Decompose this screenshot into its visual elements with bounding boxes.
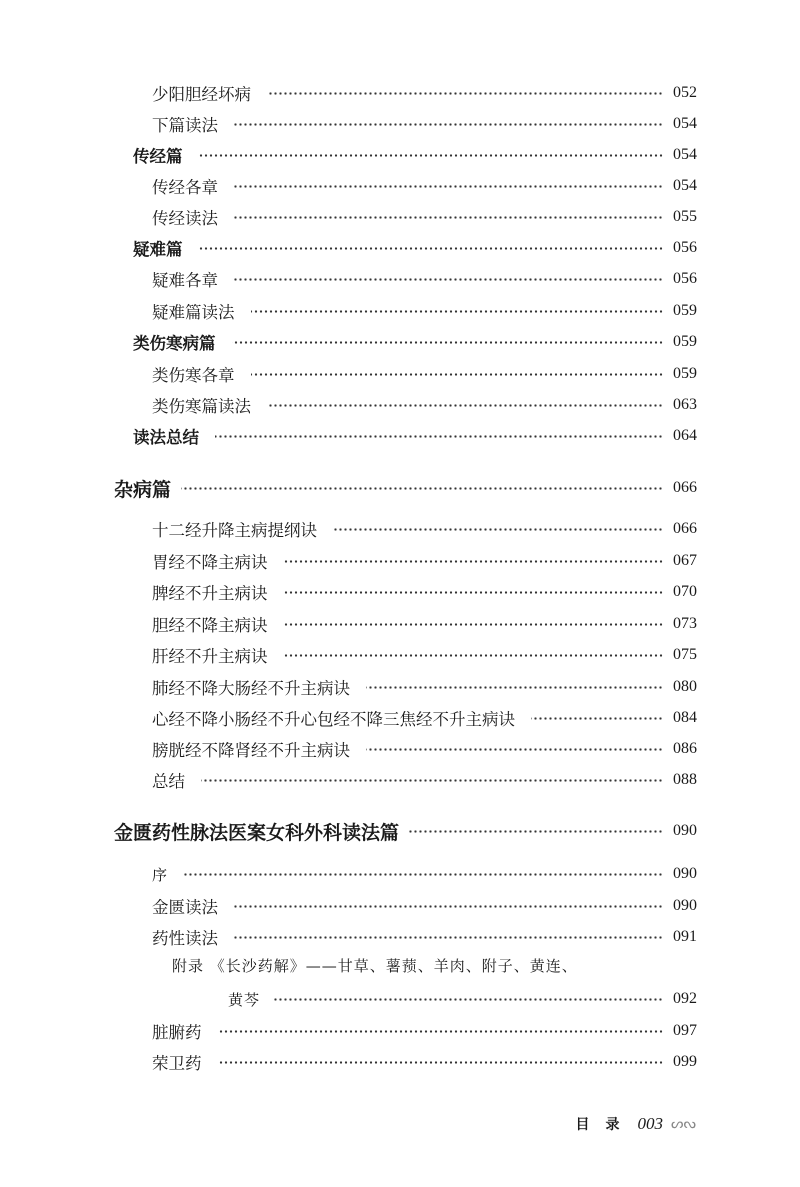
toc-entry[interactable] [152,392,697,418]
dot-leader [251,310,664,313]
toc-entry-title: 膀胱经不降肾经不升主病诀 [152,741,350,760]
toc-entry[interactable] [152,674,697,700]
toc-entry[interactable] [133,142,697,168]
toc-page-number: 063 [673,396,697,413]
toc-page-number: 056 [673,239,697,256]
toc-page-number: 088 [673,771,697,788]
toc-entry[interactable] [133,423,697,449]
toc-entry-title: 胆经不降主病诀 [152,616,268,635]
dot-leader [181,487,663,490]
dot-leader [234,123,663,126]
toc-entry[interactable] [152,611,697,637]
toc-page-number: 059 [673,365,697,382]
dot-leader [199,247,664,250]
dot-leader [284,623,664,626]
toc-entry[interactable] [152,893,697,919]
toc-entry-title: 总结 [152,772,185,791]
toc-page-number: 055 [673,208,697,225]
toc-entry-title: 读法总结 [133,428,199,447]
toc-entry-title: 金匮读法 [152,898,218,917]
dot-leader [201,779,663,782]
toc-page-number: 090 [673,897,697,914]
toc-page-number: 054 [673,115,697,132]
toc-entry[interactable] [114,818,697,844]
toc-entry-title: 类伤寒篇读法 [152,397,251,416]
appendix-line: 附录 《长沙药解》——甘草、薯蓣、羊肉、附子、黄连、 [172,957,578,975]
dot-leader [234,185,663,188]
dot-leader [218,1030,664,1033]
toc-entry[interactable] [152,266,697,292]
toc-entry-title: 肺经不降大肠经不升主病诀 [152,679,350,698]
dot-leader [366,686,663,689]
toc-page-number: 091 [673,928,697,945]
toc-entry[interactable] [152,80,697,106]
toc-page-number: 097 [673,1022,697,1039]
toc-entry[interactable] [152,516,697,542]
toc-page-number: 064 [673,427,697,444]
toc-entry-title: 类伤寒病篇 [133,334,216,353]
toc-entry-title: 类伤寒各章 [152,366,235,385]
toc-page-number: 086 [673,740,697,757]
toc-entry[interactable] [152,924,697,950]
toc-entry-title: 金匮药性脉法医案女科外科读法篇 [114,821,400,844]
toc-entry-title: 传经读法 [152,209,218,228]
dot-leader [234,905,663,908]
toc-entry-title: 疑难篇 [133,240,183,259]
toc-entry-title: 十二经升降主病提纲诀 [152,521,317,540]
dot-leader [199,154,664,157]
toc-page-number: 099 [673,1053,697,1070]
toc-page-number: 054 [673,177,697,194]
toc-entry[interactable] [152,1049,697,1075]
toc-page-number: 059 [673,333,697,350]
dot-leader [284,591,664,594]
toc-entry[interactable] [152,642,697,668]
toc-entry[interactable] [152,705,697,731]
toc-entry-title: 黄芩 [228,990,261,1009]
toc-entry[interactable] [133,235,697,261]
toc-entry[interactable] [152,361,697,387]
footer-page-number: 003 [637,1114,664,1133]
toc-page-number: 054 [673,146,697,163]
toc-page-number: 075 [673,646,697,663]
toc-page-number: 056 [673,270,697,287]
toc-entry-title: 脾经不升主病诀 [152,584,268,603]
toc-page-number: 067 [673,552,697,569]
toc-entry[interactable] [152,1018,697,1044]
toc-entry-title: 序 [152,865,169,884]
toc-page-number: 084 [673,709,697,726]
toc-page-number: 066 [673,479,697,496]
dot-leader [234,216,663,219]
toc-entry[interactable] [152,767,697,793]
toc-entry[interactable] [152,579,697,605]
dot-leader [274,998,663,1001]
toc-entry-title: 脏腑药 [152,1023,202,1042]
toc-entry[interactable] [152,736,697,762]
dot-leader [267,92,663,95]
toc-entry-title: 肝经不升主病诀 [152,647,268,666]
toc-entry-title: 少阳胆经坏病 [152,85,251,104]
dot-leader [182,873,663,876]
toc-page-number: 090 [673,822,697,839]
toc-page-number: 070 [673,583,697,600]
toc-page-number: 059 [673,302,697,319]
toc-entry-title: 荣卫药 [152,1054,202,1073]
toc-entry-title: 疑难各章 [152,271,218,290]
dot-leader [218,1061,664,1064]
toc-entry-title: 下篇读法 [152,116,218,135]
dot-leader [531,717,663,720]
toc-entry[interactable] [152,861,697,887]
toc-entry[interactable] [152,111,697,137]
toc-entry[interactable] [152,173,697,199]
dot-leader [409,830,663,833]
dot-leader [234,936,663,939]
toc-entry[interactable] [228,986,697,1012]
dot-leader [333,528,663,531]
toc-entry[interactable] [114,475,697,501]
toc-page-number: 066 [673,520,697,537]
toc-entry[interactable] [152,298,697,324]
dot-leader [234,278,663,281]
dot-leader [366,748,663,751]
toc-page-number: 073 [673,615,697,632]
toc-entry-title: 胃经不降主病诀 [152,553,268,572]
toc-entry-title: 杂病篇 [114,478,172,501]
toc-entry-title: 心经不降小肠经不升心包经不降三焦经不升主病诀 [152,710,515,729]
dot-leader [215,435,663,438]
toc-entry-title: 疑难篇读法 [152,303,235,322]
toc-page-number: 090 [673,865,697,882]
footer-label: 目录 [575,1117,636,1133]
page-footer [576,1114,696,1134]
toc-page-number: 052 [673,84,697,101]
toc-entry[interactable] [152,548,697,574]
toc-page-number: 092 [673,990,697,1007]
dot-leader [232,341,664,344]
dot-leader [284,654,664,657]
dot-leader [284,560,664,563]
toc-entry-title: 药性读法 [152,929,218,948]
dot-leader [251,373,664,376]
toc-entry-title: 传经各章 [152,178,218,197]
toc-entry-title: 传经篇 [133,147,183,166]
ornament-icon: ᔕᔓ [671,1116,696,1132]
toc-page-number: 080 [673,678,697,695]
toc-entry[interactable] [152,204,697,230]
toc-entry[interactable] [133,329,697,355]
dot-leader [267,404,663,407]
